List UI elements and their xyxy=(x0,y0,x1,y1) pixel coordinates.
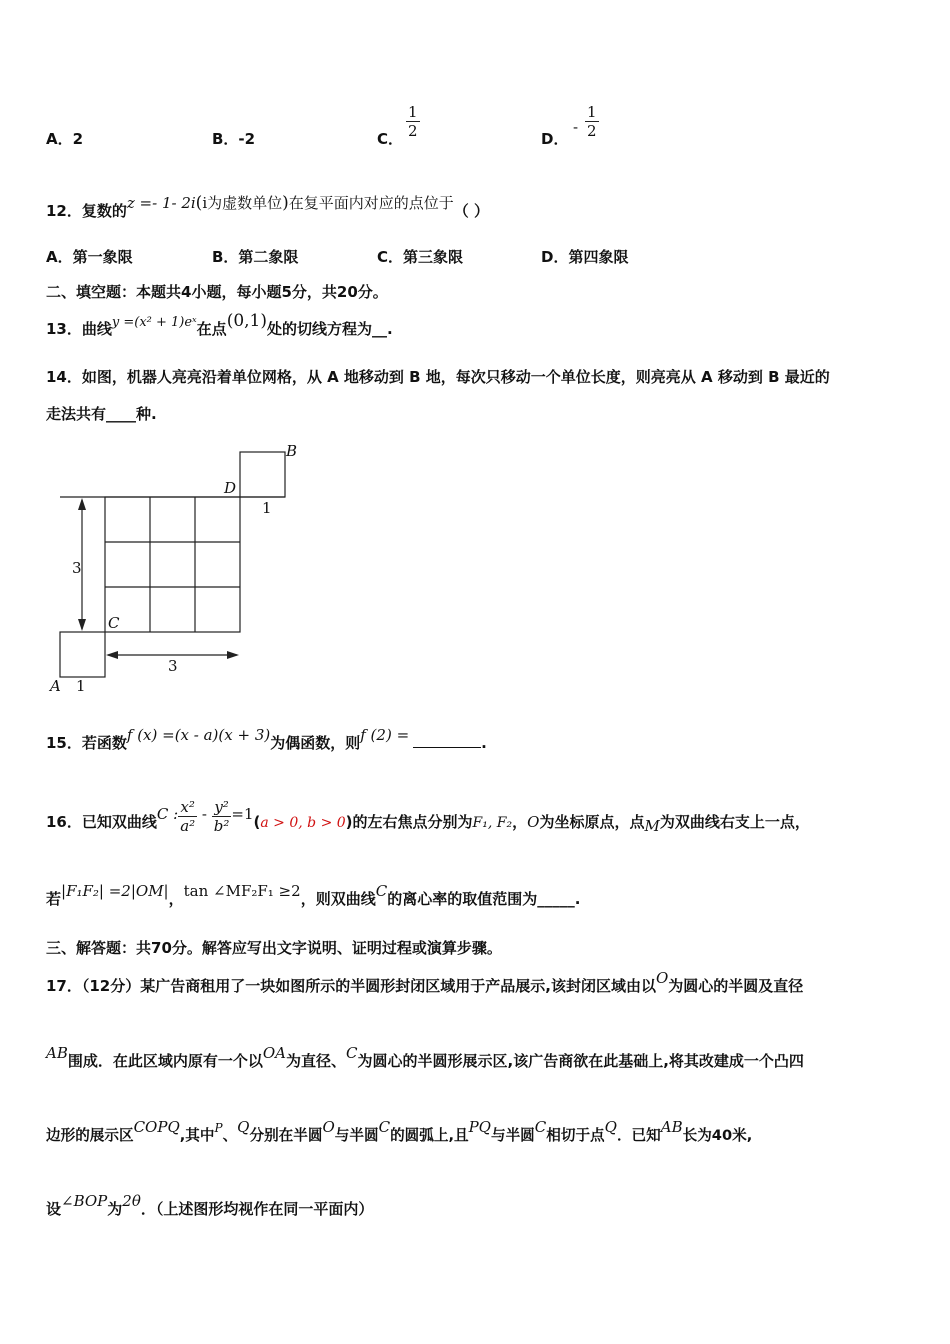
q11-option-c xyxy=(377,128,403,149)
q17-text: 与半圆 xyxy=(334,1127,379,1144)
arrow-right-icon xyxy=(227,651,239,659)
arrow-left-icon xyxy=(106,651,118,659)
q15-prefix: 15．若函数 xyxy=(46,734,127,752)
q16-mid2: ， xyxy=(512,813,528,831)
q17-text: 设 xyxy=(46,1200,62,1218)
q17-math-p: P xyxy=(214,1121,223,1135)
grid-figure xyxy=(40,438,330,698)
q11-option-b: B．-2 xyxy=(212,130,256,148)
q12-bracket: （ ） xyxy=(453,202,490,220)
q12-paren-note: i为虚数单位 xyxy=(202,194,283,212)
q17-text: 为圆心的半圆及直径 xyxy=(668,977,804,995)
q17-text: 边形的展示区 xyxy=(46,1127,134,1144)
label-three-left: 3 xyxy=(72,559,82,577)
q16-line2-tail: ，则双曲线 xyxy=(300,890,376,908)
q12-tail: 在复平面内对应的点位于 xyxy=(288,194,454,212)
q17-line-4 xyxy=(46,1192,374,1219)
arrow-up-icon xyxy=(78,498,86,510)
q11-option-a: A．2 xyxy=(46,130,84,148)
q11-option-c-fraction xyxy=(406,103,420,140)
label-b: B xyxy=(286,442,298,460)
q13-mid: 在点 xyxy=(196,320,227,338)
q11-option-d-sign: - xyxy=(573,118,579,136)
fraction-denominator: a² xyxy=(180,817,196,835)
q17-text: 与半圆 xyxy=(490,1127,535,1144)
label-one-bottom: 1 xyxy=(76,677,86,695)
fraction-denominator: 2 xyxy=(408,122,418,140)
q15-tail: . xyxy=(481,734,487,752)
q11-option-c-label: C． xyxy=(377,130,404,148)
q16-c-label: C : xyxy=(156,805,179,823)
q13-line xyxy=(46,311,393,339)
q17-line-3 xyxy=(46,1118,753,1145)
q11-option-d-fraction xyxy=(585,103,599,140)
q17-text: ,其中 xyxy=(179,1127,215,1144)
section-3-heading: 三、解答题：共70分。解答应写出文字说明、证明过程或演算步骤。 xyxy=(46,939,502,957)
q15-value: f (2) = xyxy=(360,726,410,744)
q13-formula: y =(x² + 1)eˣ xyxy=(111,315,197,330)
q17-math-copq: COPQ xyxy=(133,1118,180,1136)
q15-line xyxy=(46,726,487,753)
q17-line-2 xyxy=(46,1044,804,1071)
q17-text: 17．（12分）某广告商租用了一块如图所示的半圆形封闭区域用于产品展示,该封闭区域由以 xyxy=(46,977,656,995)
q15-formula: f (x) =(x - a)(x + 3) xyxy=(126,726,271,744)
square-ac xyxy=(60,632,105,677)
q12-option-a: A．第一象限 xyxy=(46,248,133,266)
q16-line-2 xyxy=(46,882,581,909)
q16-mid3: 为坐标原点，点 xyxy=(539,813,645,831)
fraction-denominator: b² xyxy=(213,817,230,835)
q17-text: 为直径、 xyxy=(286,1052,347,1070)
label-d: D xyxy=(224,479,237,497)
q17-text: 的圆弧上,且 xyxy=(390,1127,469,1144)
q12-option-b: B．第二象限 xyxy=(212,248,299,266)
q16-c2: C xyxy=(375,882,388,900)
q17-math-q: Q xyxy=(237,1118,250,1136)
q16-eq1: =1 xyxy=(231,805,254,823)
fraction-numerator: 1 xyxy=(587,103,597,121)
fraction-numerator: 1 xyxy=(408,103,418,121)
q16-mid1: 的左右焦点分别为 xyxy=(352,813,473,831)
q13-tail: 处的切线方程为__. xyxy=(267,320,393,338)
q15-mid: 为偶函数，则 xyxy=(270,734,361,752)
q17-text: 长为40米, xyxy=(682,1127,753,1144)
q16-condition: a > 0, b > 0 xyxy=(260,815,346,831)
square-db xyxy=(240,452,285,497)
q17-math-q2: Q xyxy=(604,1118,617,1136)
fraction-numerator: y² xyxy=(212,798,232,817)
grid-outline xyxy=(105,497,240,632)
q12-formula: z =- 1- 2i xyxy=(126,194,196,212)
q16-line2-prefix: 若 xyxy=(46,890,62,908)
q16-fraction-y xyxy=(212,798,232,835)
q17-text: 相切于点 xyxy=(546,1127,605,1144)
q16-prefix: 16．已知双曲线 xyxy=(46,813,157,831)
q17-math-theta: 2θ xyxy=(122,1192,141,1210)
q17-text: 为 xyxy=(107,1200,123,1218)
q11-option-d-label: D． xyxy=(541,130,569,148)
q16-tail1: 为双曲线右支上一点， xyxy=(659,813,810,831)
q17-math-oa: OA xyxy=(262,1044,287,1062)
q16-o: O xyxy=(527,813,540,831)
q17-math-c3: C xyxy=(534,1118,547,1136)
q12-option-c: C．第三象限 xyxy=(377,248,464,266)
q14-line-2: 走法共有____种. xyxy=(46,405,157,423)
q15-answer-blank[interactable] xyxy=(413,733,481,748)
q17-math-o: O xyxy=(655,969,669,987)
q16-m: M xyxy=(644,817,660,835)
fraction-numerator: x² xyxy=(178,798,197,817)
q16-line2-end: 的离心率的取值范围为_____. xyxy=(387,890,581,908)
q17-line-1 xyxy=(46,969,804,996)
q12-line: 12．复数的z =- 1- 2i(i为虚数单位)在复平面内对应的点位于（ ） xyxy=(46,193,490,220)
arrow-down-icon xyxy=(78,619,86,631)
q12-prefix: 12．复数的 xyxy=(46,202,127,220)
label-one-top: 1 xyxy=(262,499,272,517)
section-2-heading: 二、填空题：本题共4小题，每小题5分，共20分。 xyxy=(46,283,388,301)
q17-text: 为圆心的半圆形展示区,该广告商欲在此基础上,将其改建成一个凸四 xyxy=(357,1052,804,1070)
q17-text: 、 xyxy=(222,1127,238,1144)
q17-math-pq: PQ xyxy=(468,1118,491,1136)
q16-cond3: tan ∠MF₂F₁ ≥2 xyxy=(183,882,301,900)
q16-foci: F₁, F₂ xyxy=(472,815,513,831)
q16-fraction-x xyxy=(178,798,197,835)
q16-line-1: 16．已知双曲线C : $\frac{\text{x²}}{\text{a²}}$ - $\frac{\text{y²}}{\text{b²}}$ =1(a > 0, b > 0)的左右焦点分别为F₁, F₂，O为坐标原点，点M为双曲线右支上一点， xyxy=(46,798,810,835)
q14-line-1: 14．如图，机器人亮亮沿着单位网格，从 A 地移动到 B 地，每次只移动一个单位长度，则亮亮从 A 移动到 B 最近的 xyxy=(46,368,830,386)
q17-math-ab: AB xyxy=(46,1044,68,1062)
q11-option-d xyxy=(541,128,568,149)
q17-math-o2: O xyxy=(322,1118,335,1136)
label-a: A xyxy=(50,677,61,695)
q17-math-c2: C xyxy=(378,1118,391,1136)
q12-option-d: D．第四象限 xyxy=(541,248,629,266)
q17-text: 围成．在此区域内原有一个以 xyxy=(67,1052,263,1070)
q17-math-c: C xyxy=(346,1044,358,1062)
q17-math-angle: ∠BOP xyxy=(61,1192,108,1210)
q17-math-ab2: AB xyxy=(660,1118,683,1136)
q16-cond2: |F₁F₂| =2|OM| xyxy=(61,882,169,900)
fraction-denominator: 2 xyxy=(587,122,597,140)
q13-point: (0,1) xyxy=(226,311,267,331)
q16-sep: ， xyxy=(168,890,184,908)
label-c: C xyxy=(108,614,120,632)
q17-text: ．（上述图形均视作在同一平面内） xyxy=(140,1200,374,1218)
label-three-bottom: 3 xyxy=(168,657,178,675)
q17-text: ．已知 xyxy=(616,1127,661,1144)
q17-text: 分别在半圆 xyxy=(249,1127,323,1144)
q13-prefix: 13．曲线 xyxy=(46,320,112,338)
